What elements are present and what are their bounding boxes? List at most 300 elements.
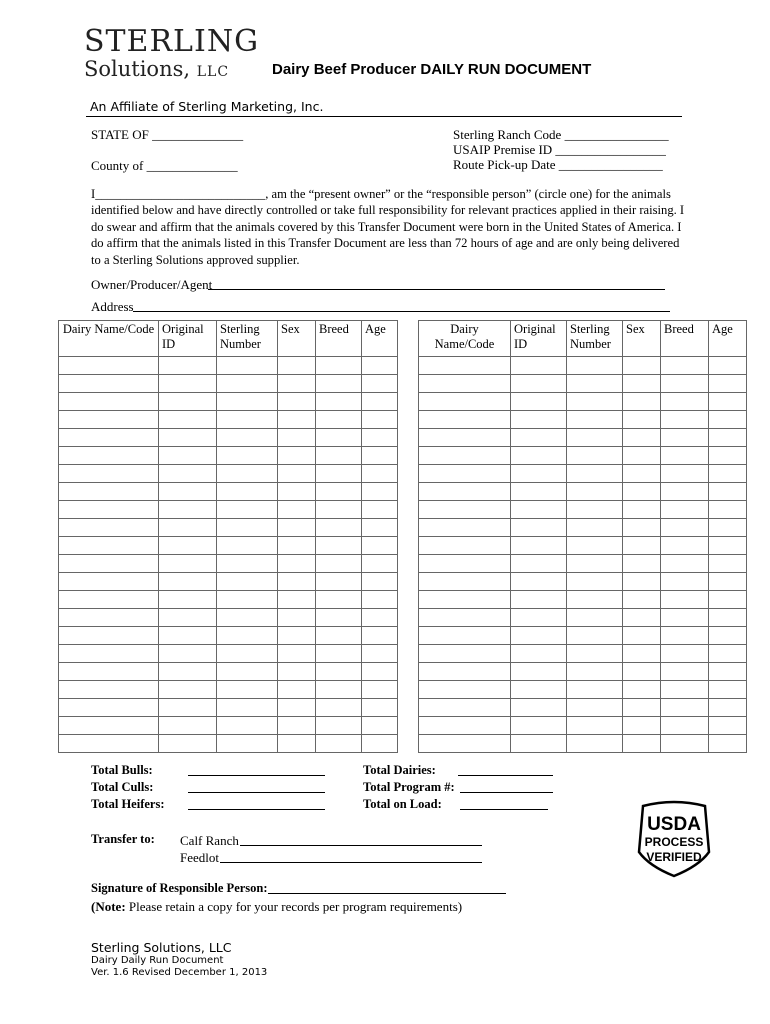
table-cell[interactable] xyxy=(217,681,278,699)
table-cell[interactable] xyxy=(159,609,217,627)
table-cell[interactable] xyxy=(362,555,398,573)
table-cell[interactable] xyxy=(59,591,159,609)
table-row xyxy=(59,627,398,645)
signature-label: Signature of Responsible Person: xyxy=(91,881,268,895)
table-cell[interactable] xyxy=(217,537,278,555)
table-row xyxy=(59,501,398,519)
table-cell[interactable] xyxy=(511,447,567,465)
table-cell[interactable] xyxy=(419,699,511,717)
table-cell[interactable] xyxy=(623,591,661,609)
total-program-field[interactable] xyxy=(460,792,553,793)
table-cell[interactable] xyxy=(709,681,747,699)
table-cell[interactable] xyxy=(709,465,747,483)
table-cell[interactable] xyxy=(316,591,362,609)
table-cell[interactable] xyxy=(511,645,567,663)
table-cell[interactable] xyxy=(661,681,709,699)
table-cell[interactable] xyxy=(661,519,709,537)
ranch-code-field[interactable]: Sterling Ranch Code ________________ xyxy=(453,127,669,142)
table-cell[interactable] xyxy=(661,717,709,735)
table-cell[interactable] xyxy=(316,393,362,411)
table-cell[interactable] xyxy=(419,375,511,393)
table-cell[interactable] xyxy=(511,519,567,537)
table-cell[interactable] xyxy=(419,537,511,555)
table-cell[interactable] xyxy=(362,717,398,735)
table-cell[interactable] xyxy=(419,591,511,609)
table-cell[interactable] xyxy=(511,663,567,681)
table-cell[interactable] xyxy=(623,735,661,753)
table-cell[interactable] xyxy=(217,735,278,753)
table-cell[interactable] xyxy=(278,573,316,591)
table-cell[interactable] xyxy=(709,591,747,609)
table-cell[interactable] xyxy=(316,411,362,429)
table-row xyxy=(419,447,747,465)
table-cell[interactable] xyxy=(567,735,623,753)
table-cell[interactable] xyxy=(661,375,709,393)
table-cell[interactable] xyxy=(59,609,159,627)
table-cell[interactable] xyxy=(567,573,623,591)
table-cell[interactable] xyxy=(623,357,661,375)
table-row xyxy=(59,537,398,555)
table-cell[interactable] xyxy=(159,555,217,573)
total-dairies-field[interactable] xyxy=(458,775,553,776)
table-cell[interactable] xyxy=(511,627,567,645)
table-cell[interactable] xyxy=(59,519,159,537)
table-cell[interactable] xyxy=(278,663,316,681)
table-cell[interactable] xyxy=(159,465,217,483)
state-field[interactable]: STATE OF ______________ xyxy=(91,127,244,142)
table-cell[interactable] xyxy=(567,627,623,645)
table-cell[interactable] xyxy=(661,699,709,717)
table-cell[interactable] xyxy=(362,645,398,663)
table-cell[interactable] xyxy=(217,663,278,681)
table-cell[interactable] xyxy=(567,591,623,609)
county-field[interactable]: County of ______________ xyxy=(91,158,238,173)
table-cell[interactable] xyxy=(59,699,159,717)
total-culls-field[interactable] xyxy=(188,792,325,793)
table-cell[interactable] xyxy=(567,699,623,717)
table-cell[interactable] xyxy=(567,663,623,681)
table-cell[interactable] xyxy=(567,537,623,555)
table-cell[interactable] xyxy=(419,681,511,699)
table-cell[interactable] xyxy=(661,591,709,609)
table-cell[interactable] xyxy=(159,699,217,717)
table-cell[interactable] xyxy=(59,645,159,663)
table-cell[interactable] xyxy=(419,663,511,681)
table-row xyxy=(419,699,747,717)
table-row xyxy=(419,537,747,555)
table-cell[interactable] xyxy=(623,717,661,735)
table-cell[interactable] xyxy=(362,357,398,375)
table-cell[interactable] xyxy=(419,519,511,537)
table-cell[interactable] xyxy=(316,681,362,699)
table-cell[interactable] xyxy=(362,735,398,753)
table-cell[interactable] xyxy=(59,375,159,393)
table-cell[interactable] xyxy=(709,447,747,465)
table-cell[interactable] xyxy=(623,537,661,555)
table-cell[interactable] xyxy=(567,429,623,447)
table-cell[interactable] xyxy=(511,429,567,447)
table-row xyxy=(419,519,747,537)
premise-id-field[interactable]: USAIP Premise ID _________________ xyxy=(453,142,666,157)
table-cell[interactable] xyxy=(217,375,278,393)
table-cell[interactable] xyxy=(567,555,623,573)
table-cell[interactable] xyxy=(278,537,316,555)
seal-line3: VERIFIED xyxy=(646,850,702,864)
table-cell[interactable] xyxy=(661,357,709,375)
table-cell[interactable] xyxy=(159,663,217,681)
table-cell[interactable] xyxy=(623,501,661,519)
table-cell[interactable] xyxy=(59,465,159,483)
table-cell[interactable] xyxy=(362,537,398,555)
table-cell[interactable] xyxy=(419,411,511,429)
table-cell[interactable] xyxy=(217,609,278,627)
table-cell[interactable] xyxy=(511,393,567,411)
table-cell[interactable] xyxy=(159,375,217,393)
table-row xyxy=(419,717,747,735)
table-cell[interactable] xyxy=(316,447,362,465)
table-cell[interactable] xyxy=(661,735,709,753)
table-cell[interactable] xyxy=(709,735,747,753)
table-cell[interactable] xyxy=(567,501,623,519)
table-cell[interactable] xyxy=(316,555,362,573)
table-cell[interactable] xyxy=(278,699,316,717)
table-cell[interactable] xyxy=(159,591,217,609)
table-cell[interactable] xyxy=(217,519,278,537)
table-row xyxy=(59,645,398,663)
table-cell[interactable] xyxy=(159,357,217,375)
table-cell[interactable] xyxy=(511,735,567,753)
table-cell[interactable] xyxy=(278,591,316,609)
table-cell[interactable] xyxy=(159,501,217,519)
table-cell[interactable] xyxy=(362,429,398,447)
table-cell[interactable] xyxy=(278,501,316,519)
table-cell[interactable] xyxy=(709,501,747,519)
table-cell[interactable] xyxy=(278,357,316,375)
table-cell[interactable] xyxy=(709,663,747,681)
table-cell[interactable] xyxy=(278,609,316,627)
table-cell[interactable] xyxy=(661,609,709,627)
table-row xyxy=(419,411,747,429)
table-cell[interactable] xyxy=(59,483,159,501)
table-cell[interactable] xyxy=(217,717,278,735)
table-cell[interactable] xyxy=(278,375,316,393)
table-cell[interactable] xyxy=(661,555,709,573)
table-cell[interactable] xyxy=(278,555,316,573)
table-cell[interactable] xyxy=(362,609,398,627)
table-cell[interactable] xyxy=(419,357,511,375)
table-cell[interactable] xyxy=(362,393,398,411)
table-cell[interactable] xyxy=(217,627,278,645)
table-cell[interactable] xyxy=(217,483,278,501)
table-cell[interactable] xyxy=(316,519,362,537)
table-cell[interactable] xyxy=(709,393,747,411)
table-cell[interactable] xyxy=(217,699,278,717)
table-cell[interactable] xyxy=(278,393,316,411)
table-cell[interactable] xyxy=(362,627,398,645)
table-cell[interactable] xyxy=(709,429,747,447)
table-cell[interactable] xyxy=(159,735,217,753)
table-cell[interactable] xyxy=(59,447,159,465)
table-cell[interactable] xyxy=(362,519,398,537)
table-cell[interactable] xyxy=(217,393,278,411)
total-heifers-label: Total Heifers: xyxy=(91,797,165,811)
table-cell[interactable] xyxy=(661,483,709,501)
table-cell[interactable] xyxy=(362,681,398,699)
table-cell[interactable] xyxy=(567,645,623,663)
table-cell[interactable] xyxy=(316,465,362,483)
table-cell[interactable] xyxy=(567,609,623,627)
table-cell[interactable] xyxy=(623,663,661,681)
table-cell[interactable] xyxy=(709,519,747,537)
table-cell[interactable] xyxy=(316,573,362,591)
table-cell[interactable] xyxy=(709,717,747,735)
table-cell[interactable] xyxy=(159,393,217,411)
table-cell[interactable] xyxy=(278,717,316,735)
table-cell[interactable] xyxy=(511,411,567,429)
table-cell[interactable] xyxy=(419,555,511,573)
table-cell[interactable] xyxy=(567,375,623,393)
table-cell[interactable] xyxy=(59,429,159,447)
table-cell[interactable] xyxy=(661,411,709,429)
table-cell[interactable] xyxy=(567,483,623,501)
table-cell[interactable] xyxy=(278,447,316,465)
table-cell[interactable] xyxy=(159,483,217,501)
table-cell[interactable] xyxy=(316,609,362,627)
table-cell[interactable] xyxy=(709,609,747,627)
table-cell[interactable] xyxy=(623,447,661,465)
table-cell[interactable] xyxy=(59,537,159,555)
table-cell[interactable] xyxy=(316,483,362,501)
owner-field[interactable] xyxy=(208,289,665,290)
table-cell[interactable] xyxy=(278,519,316,537)
table-cell[interactable] xyxy=(316,735,362,753)
table-cell[interactable] xyxy=(709,411,747,429)
table-cell[interactable] xyxy=(419,609,511,627)
table-cell[interactable] xyxy=(661,663,709,681)
table-cell[interactable] xyxy=(623,393,661,411)
table-cell[interactable] xyxy=(709,627,747,645)
table-cell[interactable] xyxy=(59,393,159,411)
table-cell[interactable] xyxy=(419,465,511,483)
table-cell[interactable] xyxy=(278,627,316,645)
table-cell[interactable] xyxy=(567,717,623,735)
table-cell[interactable] xyxy=(623,681,661,699)
table-cell[interactable] xyxy=(623,645,661,663)
table-cell[interactable] xyxy=(567,411,623,429)
table-cell[interactable] xyxy=(567,465,623,483)
address-field[interactable] xyxy=(133,311,670,312)
table-cell[interactable] xyxy=(419,717,511,735)
table-cell[interactable] xyxy=(159,411,217,429)
table-cell[interactable] xyxy=(159,537,217,555)
table-cell[interactable] xyxy=(159,519,217,537)
table-cell[interactable] xyxy=(709,645,747,663)
table-cell[interactable] xyxy=(567,393,623,411)
table-cell[interactable] xyxy=(623,483,661,501)
table-cell[interactable] xyxy=(59,663,159,681)
table-cell[interactable] xyxy=(362,465,398,483)
table-cell[interactable] xyxy=(362,483,398,501)
table-cell[interactable] xyxy=(362,375,398,393)
table-cell[interactable] xyxy=(511,573,567,591)
header-sex: Sex xyxy=(623,321,661,357)
table-cell[interactable] xyxy=(217,501,278,519)
table-cell[interactable] xyxy=(567,681,623,699)
table-cell[interactable] xyxy=(709,357,747,375)
table-cell[interactable] xyxy=(511,699,567,717)
table-cell[interactable] xyxy=(316,663,362,681)
table-cell[interactable] xyxy=(316,537,362,555)
table-cell[interactable] xyxy=(217,411,278,429)
header-original-id: Original ID xyxy=(159,321,217,357)
pickup-date-field[interactable]: Route Pick-up Date ________________ xyxy=(453,157,663,172)
table-cell[interactable] xyxy=(567,357,623,375)
table-cell[interactable] xyxy=(661,429,709,447)
table-cell[interactable] xyxy=(362,699,398,717)
table-cell[interactable] xyxy=(661,645,709,663)
table-cell[interactable] xyxy=(217,357,278,375)
table-cell[interactable] xyxy=(59,573,159,591)
table-cell[interactable] xyxy=(316,645,362,663)
table-cell[interactable] xyxy=(419,645,511,663)
table-cell[interactable] xyxy=(511,555,567,573)
table-cell[interactable] xyxy=(511,537,567,555)
table-cell[interactable] xyxy=(159,429,217,447)
table-cell[interactable] xyxy=(316,501,362,519)
table-cell[interactable] xyxy=(511,465,567,483)
table-cell[interactable] xyxy=(59,717,159,735)
table-cell[interactable] xyxy=(59,735,159,753)
table-cell[interactable] xyxy=(709,537,747,555)
table-cell[interactable] xyxy=(362,591,398,609)
table-cell[interactable] xyxy=(419,393,511,411)
signature-field[interactable] xyxy=(268,893,506,894)
table-cell[interactable] xyxy=(623,465,661,483)
table-cell[interactable] xyxy=(623,429,661,447)
table-cell[interactable] xyxy=(623,627,661,645)
table-cell[interactable] xyxy=(623,519,661,537)
table-cell[interactable] xyxy=(316,429,362,447)
table-cell[interactable] xyxy=(217,591,278,609)
table-cell[interactable] xyxy=(316,375,362,393)
total-heifers-field[interactable] xyxy=(188,809,325,810)
table-cell[interactable] xyxy=(159,645,217,663)
table-cell[interactable] xyxy=(623,573,661,591)
table-cell[interactable] xyxy=(709,375,747,393)
table-row xyxy=(59,555,398,573)
table-cell[interactable] xyxy=(419,501,511,519)
table-cell[interactable] xyxy=(567,447,623,465)
table-cell[interactable] xyxy=(59,627,159,645)
table-cell[interactable] xyxy=(316,717,362,735)
table-cell[interactable] xyxy=(511,591,567,609)
table-cell[interactable] xyxy=(159,627,217,645)
table-cell[interactable] xyxy=(661,537,709,555)
table-cell[interactable] xyxy=(419,429,511,447)
table-cell[interactable] xyxy=(661,393,709,411)
table-cell[interactable] xyxy=(511,357,567,375)
table-cell[interactable] xyxy=(362,411,398,429)
table-cell[interactable] xyxy=(278,483,316,501)
table-cell[interactable] xyxy=(159,447,217,465)
table-cell[interactable] xyxy=(661,465,709,483)
table-cell[interactable] xyxy=(623,375,661,393)
table-cell[interactable] xyxy=(316,699,362,717)
table-cell[interactable] xyxy=(661,627,709,645)
table-cell[interactable] xyxy=(709,573,747,591)
table-row xyxy=(59,465,398,483)
table-cell[interactable] xyxy=(217,573,278,591)
total-on-load-field[interactable] xyxy=(460,809,548,810)
calf-ranch-field[interactable] xyxy=(240,845,482,846)
table-cell[interactable] xyxy=(419,735,511,753)
table-cell[interactable] xyxy=(159,681,217,699)
table-cell[interactable] xyxy=(623,609,661,627)
table-cell[interactable] xyxy=(511,717,567,735)
table-cell[interactable] xyxy=(419,483,511,501)
table-cell[interactable] xyxy=(661,501,709,519)
table-cell[interactable] xyxy=(59,357,159,375)
table-cell[interactable] xyxy=(159,717,217,735)
table-cell[interactable] xyxy=(709,483,747,501)
table-cell[interactable] xyxy=(661,447,709,465)
table-cell[interactable] xyxy=(278,645,316,663)
table-cell[interactable] xyxy=(511,375,567,393)
table-cell[interactable] xyxy=(709,555,747,573)
table-row xyxy=(59,447,398,465)
table-cell[interactable] xyxy=(362,447,398,465)
table-cell[interactable] xyxy=(278,465,316,483)
table-cell[interactable] xyxy=(59,411,159,429)
table-cell[interactable] xyxy=(278,429,316,447)
feedlot-field[interactable] xyxy=(220,862,482,863)
table-cell[interactable] xyxy=(623,555,661,573)
table-cell[interactable] xyxy=(419,447,511,465)
table-cell[interactable] xyxy=(362,501,398,519)
table-cell[interactable] xyxy=(709,699,747,717)
table-cell[interactable] xyxy=(217,447,278,465)
table-cell[interactable] xyxy=(59,501,159,519)
header-original-id: Original ID xyxy=(511,321,567,357)
table-cell[interactable] xyxy=(278,735,316,753)
total-bulls-field[interactable] xyxy=(188,775,325,776)
table-cell[interactable] xyxy=(59,555,159,573)
table-cell[interactable] xyxy=(316,357,362,375)
table-cell[interactable] xyxy=(419,573,511,591)
table-cell[interactable] xyxy=(511,483,567,501)
table-cell[interactable] xyxy=(623,699,661,717)
table-cell[interactable] xyxy=(217,429,278,447)
table-cell[interactable] xyxy=(362,573,398,591)
table-cell[interactable] xyxy=(278,411,316,429)
table-cell[interactable] xyxy=(511,681,567,699)
table-cell[interactable] xyxy=(567,519,623,537)
table-cell[interactable] xyxy=(511,501,567,519)
table-cell[interactable] xyxy=(316,627,362,645)
table-cell[interactable] xyxy=(362,663,398,681)
table-cell[interactable] xyxy=(59,681,159,699)
table-cell[interactable] xyxy=(661,573,709,591)
table-cell[interactable] xyxy=(217,465,278,483)
table-cell[interactable] xyxy=(419,627,511,645)
footer-doc-name: Dairy Daily Run Document xyxy=(91,955,224,966)
table-cell[interactable] xyxy=(159,573,217,591)
table-cell[interactable] xyxy=(217,555,278,573)
table-cell[interactable] xyxy=(278,681,316,699)
table-cell[interactable] xyxy=(511,609,567,627)
table-cell[interactable] xyxy=(623,411,661,429)
table-cell[interactable] xyxy=(217,645,278,663)
